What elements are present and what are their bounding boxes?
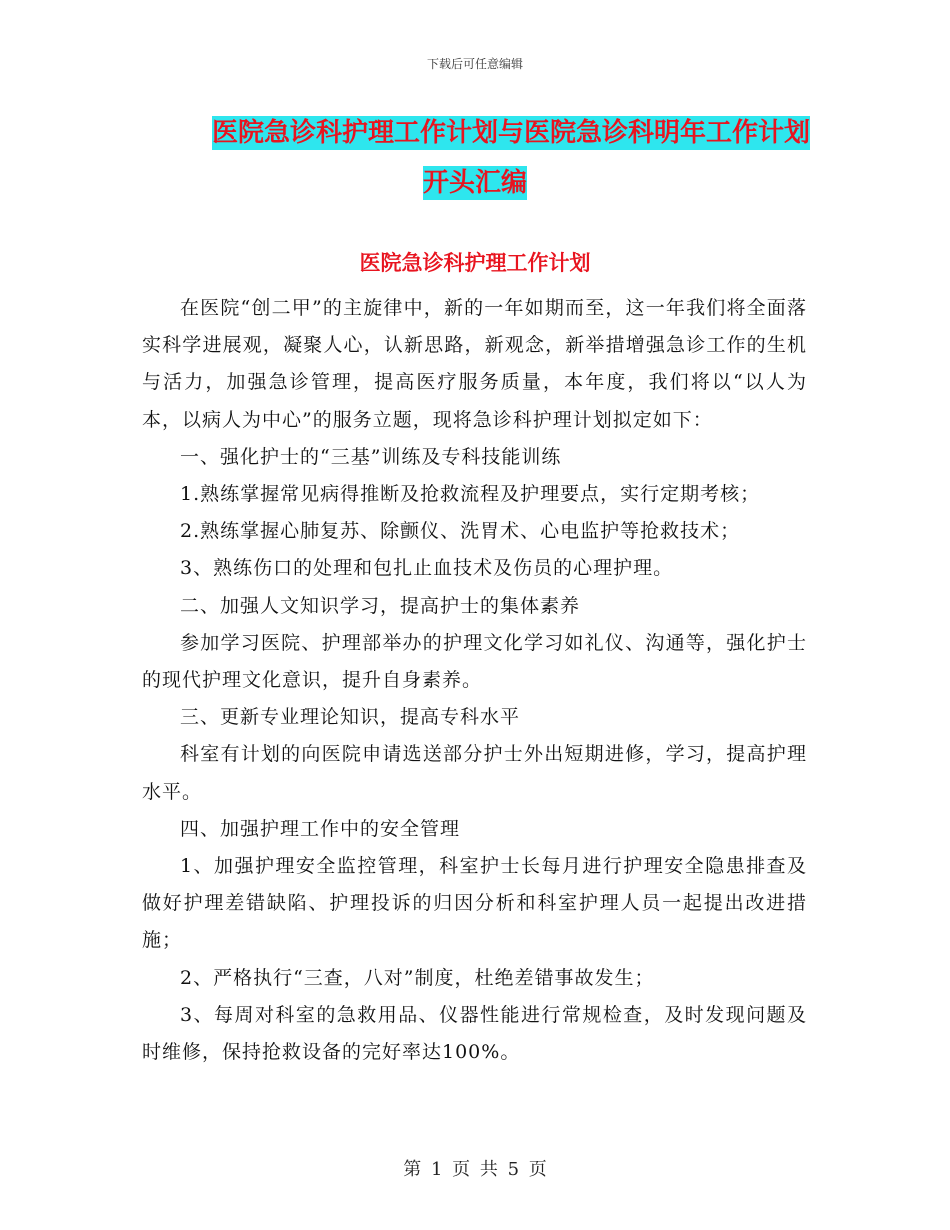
paragraph: 科室有计划的向医院申请选送部分护士外出短期进修，学习，提高护理水平。 <box>142 743 807 803</box>
list-item: 2、严格执行“三查，八对”制度，杜绝差错事故发生； <box>180 966 655 989</box>
paragraph: 参加学习医院、护理部举办的护理文化学习如礼仪、沟通等，强化护士的现代护理文化意识，提升自身素养。 <box>142 631 807 692</box>
list-item: 3、每周对科室的急救用品、仪器性能进行常规检查，及时发现问题及时维修，保持抢救设备的完好率达100%。 <box>142 1003 807 1064</box>
list-item: 2.熟练掌握心肺复苏、除颤仪、洗胃术、心电监护等抢救技术； <box>180 520 741 543</box>
section-title: 医院急诊科护理工作计划 <box>359 251 591 275</box>
intro-paragraph: 在医院“创二甲”的主旋律中，新的一年如期而至，这一年我们将全面落实科学进展观，凝聚人心，认新思路，新观念，新举措增强急诊工作的生机与活力，加强急诊管理，提高医疗服务质量，本年度，我们将以“以人为本，以病人为中心”的服务立题，现将急诊科护理计划拟定如下： <box>142 297 807 431</box>
list-item: 3、熟练伤口的处理和包扎止血技术及伤员的心理护理。 <box>180 557 674 580</box>
heading-3: 三、更新专业理论知识，提高专科水平 <box>180 706 521 729</box>
title-line-1-text: 医院急诊科护理工作计划与医院急诊科明年工作计划 <box>211 118 810 148</box>
heading-1: 一、强化护士的“三基”训练及专科技能训练 <box>180 445 562 468</box>
header-note: 下载后可任意编辑 <box>426 57 523 71</box>
page-footer: 第 1 页 共 5 页 <box>403 1159 547 1180</box>
heading-4: 四、加强护理工作中的安全管理 <box>180 817 461 840</box>
body-text <box>142 290 807 1071</box>
title-line-2 <box>140 158 810 208</box>
document-title <box>140 108 810 208</box>
title-line-2-text: 开头汇编 <box>422 168 527 198</box>
title-line-1 <box>140 108 810 158</box>
list-item: 1、加强护理安全监控管理，科室护士长每月进行护理安全隐患排查及做好护理差错缺陷、护理投诉的归因分析和科室护理人员一起提出改进措施； <box>142 855 807 952</box>
list-item: 1.熟练掌握常见病得推断及抢救流程及护理要点，实行定期考核； <box>180 483 761 506</box>
heading-2: 二、加强人文知识学习，提高护士的集体素养 <box>180 594 581 617</box>
